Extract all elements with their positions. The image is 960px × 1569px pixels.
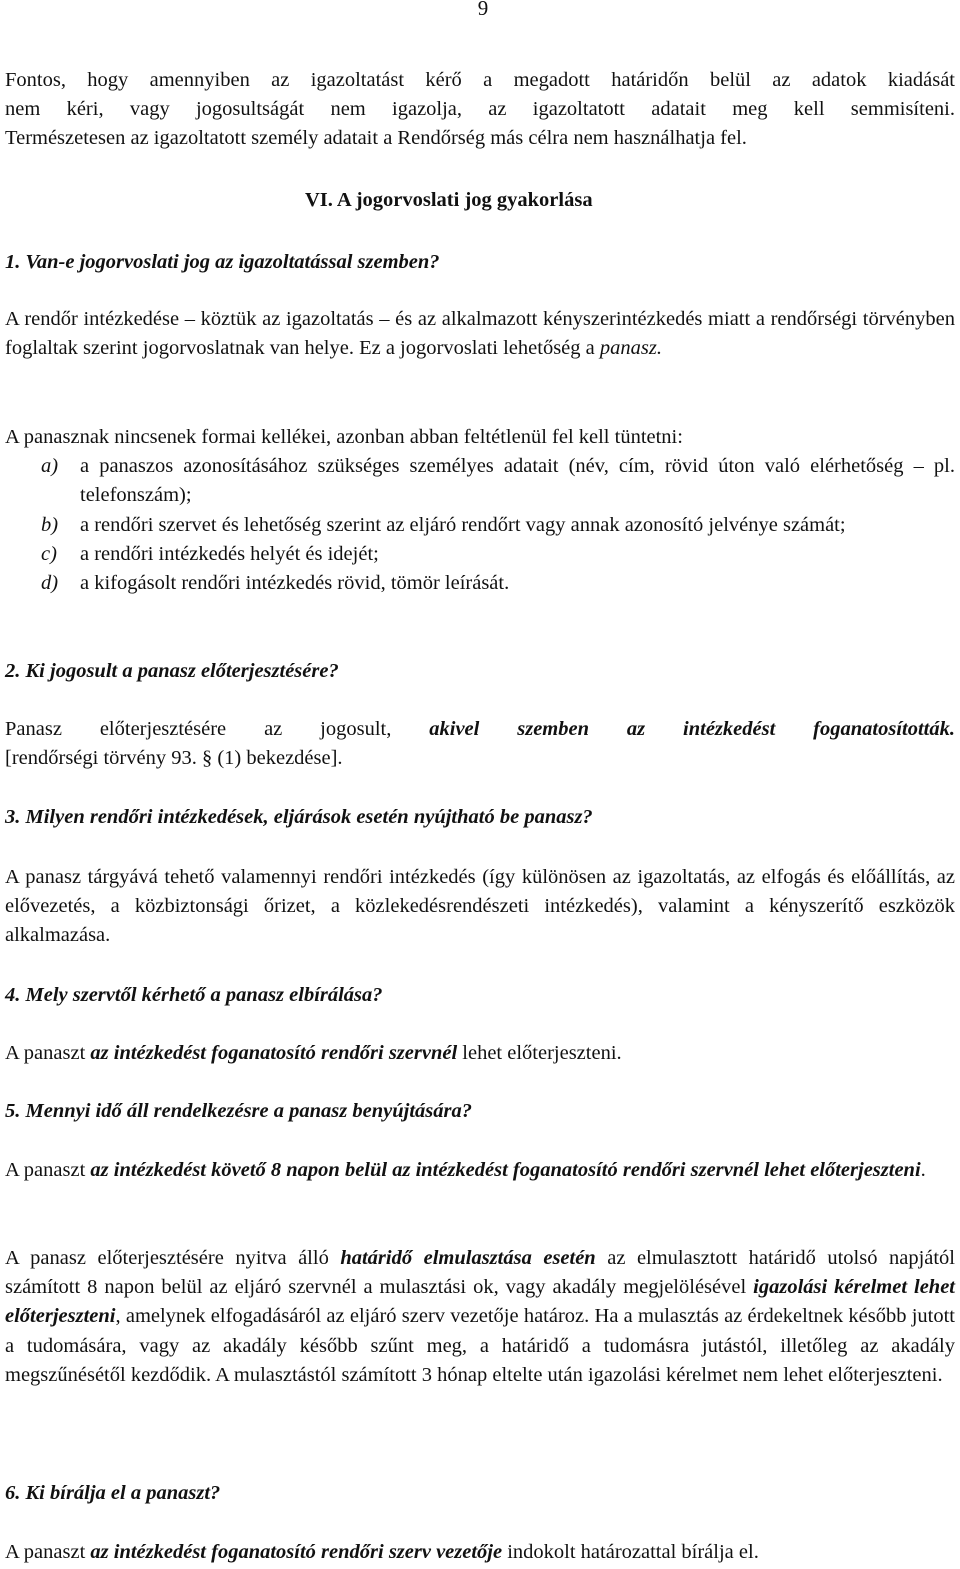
section-heading: 4. Mely szervtől kérhető a panasz elbírálása? (5, 984, 383, 1006)
intro-paragraph (5, 66, 955, 154)
emphasis: panasz. (599, 337, 662, 360)
section-heading: 6. Ki bírálja el a panaszt? (5, 1482, 221, 1504)
chapter-title: VI. A jogorvoslati jog gyakorlása (305, 189, 593, 211)
section-heading: 1. Van-e jogorvoslati jog az igazoltatással szemben? (5, 251, 440, 273)
emphasis: az intézkedést követő 8 napon belül az intézkedést foganatosító rendőri szervnél lehet előterjeszteni (90, 1159, 921, 1181)
paragraph: A panasznak nincsenek formai kellékei, azonban abban feltétlenül fel kell tüntetni: (5, 426, 683, 448)
section-heading: 5. Mennyi idő áll rendelkezésre a panasz benyújtására? (5, 1100, 472, 1122)
list-label: c) (41, 542, 57, 565)
paragraph: A panasz előterjesztésére nyitva álló határidő elmulasztása esetén az elmulasztott határidő utolsó napjától számított 8 napon belül az eljáró szervnél a mulasztási ok, vagy akadály megjelölésével igazolási kérelmet lehet előterjeszteni, amelynek elfogadásáról az eljáró szerv vezetője határoz. Ha a mulasztás az érdekeltnek később jutott a tudomására, vagy az akadály később szűnt meg, a határidő a tudomásra jutástól, illetőleg az akadály megszűnésétől kezdődik. A mulasztástól számított 3 hónap eltelte után igazolási kérelmet nem lehet előterjeszteni. (5, 1247, 955, 1386)
intro-line: Természetesen az igazoltatott személy adatait a Rendőrség más célra nem használhatja fel. (5, 127, 747, 150)
list-label: b) (41, 513, 59, 536)
paragraph-line: Panasz előterjesztésére az jogosult, akivel szemben az intézkedést foganatosították. (5, 718, 955, 740)
paragraph: A panaszt az intézkedést foganatosító rendőri szerv vezetője indokolt határozattal bírálja el. (5, 1541, 759, 1563)
intro-line: Fontos, hogy amennyiben az igazoltatást kérő a megadott határidőn belül az adatok kiadását (5, 69, 955, 91)
paragraph (5, 715, 955, 773)
list-item: b) a rendőri szervet és lehetőség szerint az eljáró rendőrt vagy annak azonosító jelvénye számát; (5, 511, 955, 540)
paragraph: A rendőr intézkedése – köztük az igazoltatás – és az alkalmazott kényszerintézkedés miatt a rendőrségi törvényben foglaltak szerint jogorvoslatnak van helye. Ez a jogorvoslati lehetőség a panasz. (5, 308, 955, 360)
section-heading: 2. Ki jogosult a panasz előterjesztésére? (5, 660, 339, 682)
intro-line: nem kéri, vagy jogosultságát nem igazolja, az igazoltatott adatait meg kell semmisíteni. (5, 98, 955, 121)
emphasis: igazolási kérelmet lehet előterjeszteni (5, 1276, 955, 1328)
list-item: a) a panaszos azonosításához szükséges személyes adatait (név, cím, rövid úton való elérhetőség – pl. telefonszám); (5, 452, 955, 510)
paragraph: A panaszt az intézkedést foganatosító rendőri szervnél lehet előterjeszteni. (5, 1042, 622, 1064)
requirements-block (5, 423, 955, 598)
emphasis: határidő elmulasztása esetén (340, 1247, 596, 1269)
section-heading: 3. Milyen rendőri intézkedések, eljárások esetén nyújtható be panasz? (5, 806, 593, 828)
paragraph: A panaszt az intézkedést követő 8 napon belül az intézkedést foganatosító rendőri szervnél lehet előterjeszteni. (5, 1159, 926, 1181)
list-item: c) a rendőri intézkedés helyét és idejét; (5, 540, 955, 569)
emphasis: az intézkedést foganatosító rendőri szervnél (90, 1042, 458, 1064)
emphasis: akivel szemben az intézkedést foganatosították. (429, 718, 955, 740)
emphasis: az intézkedést foganatosító rendőri szerv vezetője (90, 1541, 503, 1563)
paragraph: A panasz tárgyává tehető valamennyi rendőri intézkedés (így különösen az igazoltatás, az elfogás és előállítás, az elővezetés, a közbiztonsági őrizet, a közlekedésrendészeti intézkedés), valamint a kényszerítő eszközök alkalmazása. (5, 866, 955, 947)
page-number: 9 (477, 0, 489, 20)
list-item: d) a kifogásolt rendőri intézkedés rövid, tömör leírását. (5, 569, 955, 598)
list-label: d) (41, 572, 59, 595)
list-label: a) (41, 455, 59, 478)
legal-reference: [rendőrségi törvény 93. § (1) bekezdése]. (5, 747, 343, 770)
